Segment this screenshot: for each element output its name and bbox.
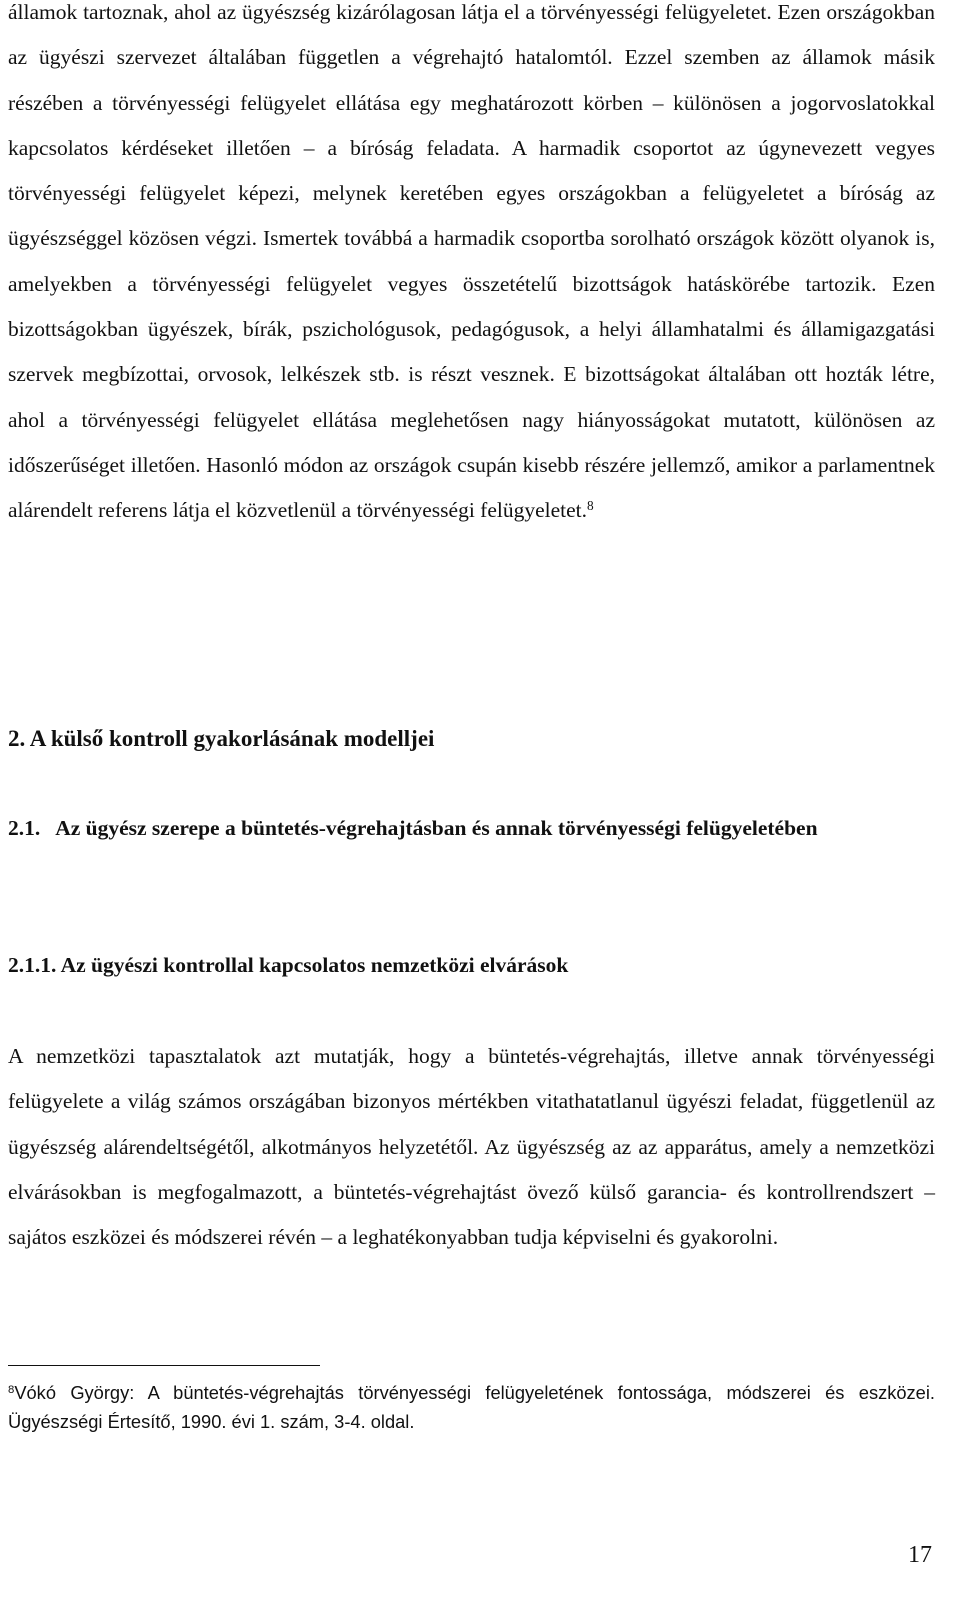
sub-subsection-heading: 2.1.1. Az ügyészi kontrollal kapcsolatos nemzetközi elvárások <box>8 953 569 977</box>
body-paragraph <box>8 0 935 534</box>
footnote <box>8 1378 935 1436</box>
footnote-separator <box>8 1365 320 1366</box>
footnote-number: 8 <box>8 1383 15 1396</box>
subsection-heading: 2.1. Az ügyész szerepe a büntetés-végrehajtásban és annak törvényességi felügyeletében <box>8 816 818 840</box>
footnote-reference[interactable]: 8 <box>587 497 594 513</box>
footnote-text: Vókó György: A büntetés-végrehajtás törvényességi felügyeletének fontossága, módszerei és eszközei. Ügyészségi Értesítő, 1990. évi 1. szám, 3-4. oldal. <box>8 1382 935 1432</box>
page-number: 17 <box>908 1542 932 1568</box>
paragraph-text: államok tartoznak, ahol az ügyészség kizárólagosan látja el a törvényességi felügyeletet. Ezen országokban az ügyészi szervezet általában független a végrehajtó hatalomtól. Ezzel szemben az államok másik részében a törvényességi felügyelet ellátása egy meghatározott körben – különösen a jogorvoslatokkal kapcsolatos kérdéseket illetően – a bíróság feladata. A harmadik csoportot az úgynevezett vegyes törvényességi felügyelet képezi, melynek keretében egyes országokban a felügyeletet a bíróság az ügyészséggel közösen végzi. Ismertek továbbá a harmadik csoportba sorolható országok között olyanok is, amelyekben a törvényességi felügyelet vegyes összetételű bizottságok hatáskörébe tartozik. Ezen bizottságokban ügyészek, bírák, pszichológusok, pedagógusok, a helyi államhatalmi és államigazgatási szervek megbízottai, orvosok, lelkészek stb. is részt vesznek. E bizottságokat általában ott hozták létre, ahol a törvényességi felügyelet ellátása meglehetősen nagy hiányosságokat mutatott, különösen az időszerűséget illetően. Hasonló módon az országok csupán kisebb részére jellemző, amikor a parlamentnek alárendelt referens látja el közvetlenül a törvényességi felügyeletet. <box>8 0 935 523</box>
body-paragraph: A nemzetközi tapasztalatok azt mutatják, hogy a büntetés-végrehajtás, illetve annak törvényességi felügyelete a világ számos országában bizonyos mértékben vitathatatlanul ügyészi feladat, függetlenül az ügyészség alárendeltségétől, alkotmányos helyzetétől. Az ügyészség az az apparátus, amely a nemzetközi elvárásokban is megfogalmazott, a büntetés-végrehajtást övező külső garancia- és kontrollrendszert – sajátos eszközei és módszerei révén – a leghatékonyabban tudja képviselni és gyakorolni. <box>8 1044 935 1250</box>
section-heading: 2. A külső kontroll gyakorlásának modelljei <box>8 726 435 751</box>
